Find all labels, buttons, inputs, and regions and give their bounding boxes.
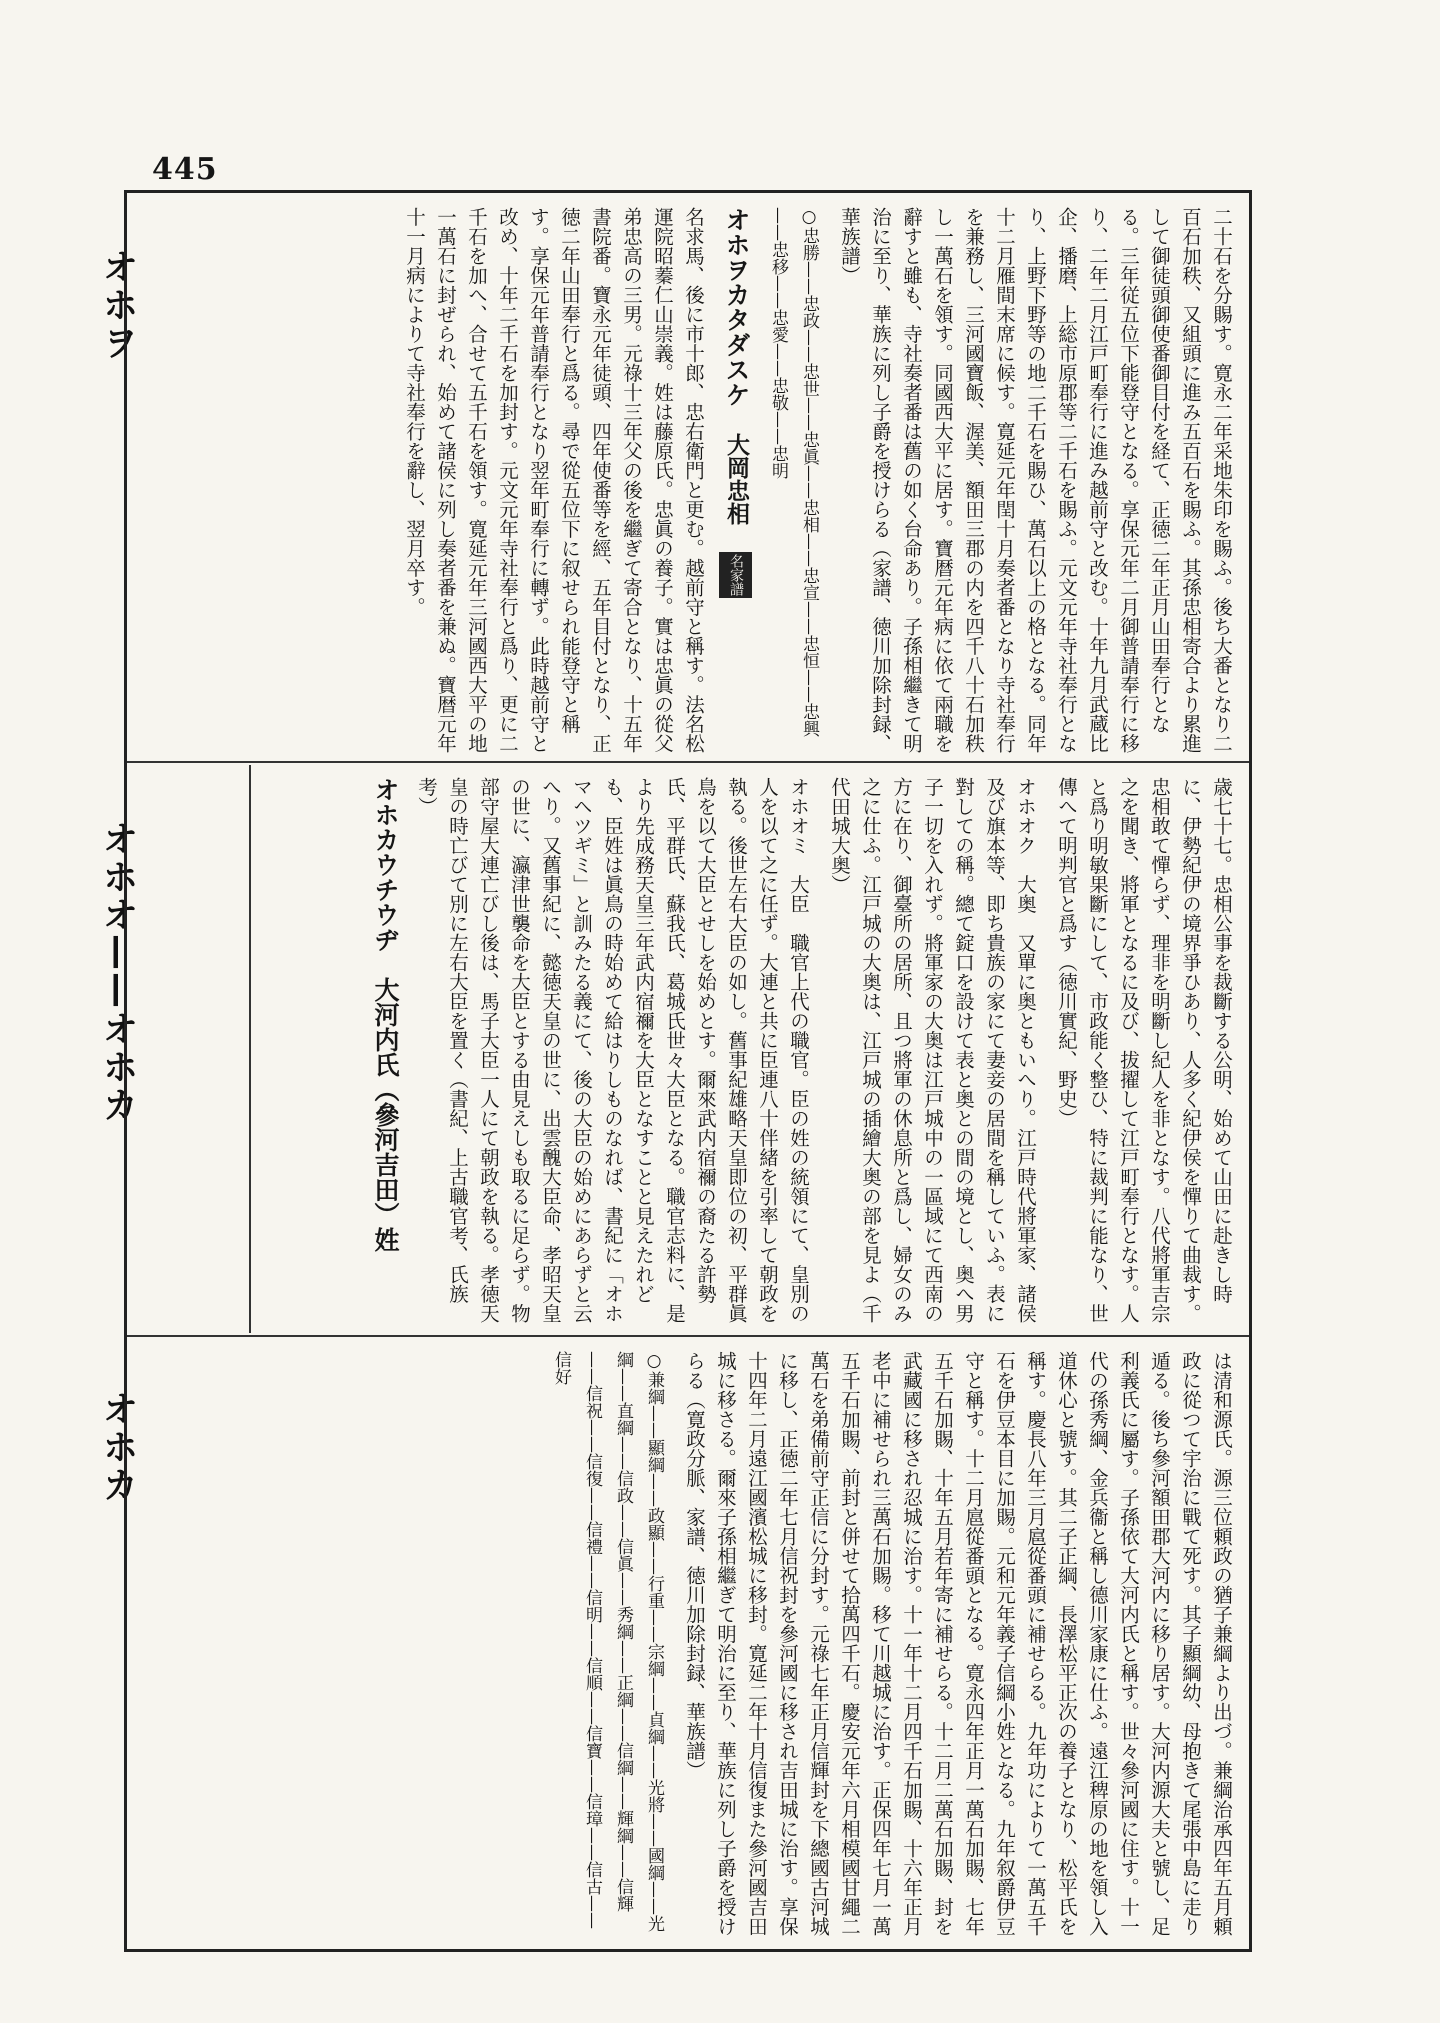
margin-label-ohoka: オホカ [97, 1390, 138, 1504]
section-oka-tadasuke [141, 207, 1237, 753]
top-paragraph-3: 名求馬、後に市十郎、忠右衛門と更む。越前守と稱す。法名松運院昭蓁仁山崇義。姓は藤原氏。忠眞の養子。實は忠眞の從父弟忠高の三男。元祿十三年父の後を繼ぎて寄合となり、十五年書院番。寶永元年徒頭、四年使番等を經、五年目付となり、正徳二年山田奉行と爲る。尋で從五位下に叙せられ能登守と稱す。享保元年普請奉行となり翌年町奉行に轉ず。此時越前守と改め、十年二千石を加封す。元文元年寺社奉行と爲り、更に二千石を加へ、合せて五千石を領す。寛延元年三河國西大平の地一萬石に封ぜられ、始めて諸侯に列し奏者番を兼ぬ。寶暦元年十一月病によりて寺社奉行を辭し、翌月卒す。 [403, 207, 705, 753]
entry-name-oka-tadasuke: 大岡忠相 [723, 432, 750, 525]
rule-top-section [127, 761, 1249, 763]
entry-ohokauchiuji: オホカウチウヂ 大河内氏（參河吉田）姓 [371, 777, 400, 1252]
entry-oka-tadasuke [719, 207, 752, 753]
entry-ohooku: オホオク 大奥 又單に奥ともいへり。江戸時代將軍家、諸侯及び旗本等、即ち貴族の家にて妻妾の居間を稱していふ。表に對しての稱。總て錠口を設けて表と奥との間の境とし、奥へ男子一切を入れず。將軍家の大奥は江戸城中の一區域にて西南の方に在り、御臺所の居所、且つ將軍の休息所と爲し、婦女のみ之に仕ふ。江戸城の大奥は、江戸城の插繪大奥の部を見よ（千代田城大奥） [828, 777, 1037, 1323]
middle-paragraph-1: 歳七十七。忠相公事を裁斷する公明、始めて山田に赴きし時に、伊勢紀伊の境界爭ひあり、人多く紀伊侯を憚りて曲裁す。忠相敢て憚らず、理非を明斷し紀人を非となす。八代將軍吉宗之を聞き、將軍となるに及び、拔擢して江戸町奉行となす。人と爲り明敏果斷にして、市政能く整ひ、特に裁判に能なり、世傳へて明判官と爲す（徳川實紀、野史） [1055, 777, 1233, 1323]
tag-meika: 名家譜 [719, 552, 752, 598]
page-frame [124, 190, 1252, 1952]
genealogy-ooka: ○忠勝——忠政——忠世——忠眞——忠相——忠宣——忠恒——忠興——忠移——忠愛——忠敬——忠明 [768, 207, 819, 737]
margin-label-ohowo: オホヲ [97, 248, 138, 362]
top-paragraph-1: 二十石を分賜す。寛永二年采地朱印を賜ふ。後ち大番となり二百石加秩、又組頭に進み五百石を賜ふ。其孫忠相寄合より累進して御徒頭御使番御目付を経て、正徳二年正月山田奉行となる。三年従五位下能登守となる。享保元年二月御普請奉行に移り、二年二月江戸町奉行に進み越前守と改む。十年九月武蔵比企、播磨、上総市原郡等二千石を賜ふ。元文元年寺社奉行となり、上野下野等の地二千石を賜ひ、萬石以上の格となる。同年十二月雁間末席に候す。寛延元年閏十月奏者番となり寺社奉行を兼務し、三河國寶飯、渥美、額田三郡の内を四千八十石加秩し一萬石を領す。同國西大平に居す。寶暦元年病に依て兩職を辭すと雖も、寺社奏者番は舊の如く台命あり。子孫相繼きて明治に至り、華族に列し子爵を授けらる（家譜、徳川加除封録、華族譜） [838, 207, 1233, 753]
genealogy-okochi: ○兼綱——顯綱——政顯——行重——宗綱——貞綱——光將——國綱——光綱——直綱——信政——信眞——秀綱——正綱——信綱——輝綱——信輝——信祝——信復——信禮——信明——信順——信寶——信璋——信古——信好 [551, 1351, 664, 1932]
bottom-paragraph-1: は清和源氏。源三位頼政の猶子兼綱より出づ。兼綱治承四年五月頼政に從つて宇治に戰て死す。其子顯綱幼、母抱きて尾張中島に走り遁る。後ち參河額田郡大河内に移り居す。大河内源大夫と號し、足利義氏に屬す。子孫依て大河内氏と稱す。世々參河國に住す。十一代の孫秀綱、金兵衞と稱し德川家康に仕ふ。遠江稗原の地を領し入道休心と號す。其二子正綱、長澤松平正次の養子となり、松平氏を稱す。慶長八年三月扈從番頭に補せらる。九年功によりて一萬五千石を伊豆本目に加賜。元和元年義子信綱小姓となる。九年叙爵伊豆守と稱す。十二月扈從番頭となる。寛永四年正月一萬石加賜、七年五千石加賜、十年五月若年寄に補せらる。十二月二萬石加賜、封を武藏國に移され忍城に治す。十一年十二月四千石加賜、十六年正月老中に補せられ三萬石加賜。移て川越城に治す。正保四年七月一萬五千石加賜、前封と併せて拾萬四千石。慶安元年六月相模國甘繩二萬石を弟備前守正信に分封す。元祿七年正月信輝封を下總國古河城に移し、正徳二年七月信祝封を參河國に移され吉田城に治す。享保十四年二月遠江國濱松城に移封。寛延二年十月信復また參河國吉田城に移さる。爾來子孫相繼ぎて明治に至り、華族に列し子爵を授けらる（寛政分脈、家譜、徳川加除封録、華族譜） [683, 1351, 1233, 1936]
rule-middle-section [127, 1335, 1249, 1337]
section-ohooku-ohoomi [141, 777, 1237, 1327]
margin-label-ohoo-ohoka: オホオ——オホカ [97, 820, 138, 1124]
page-number: 445 [152, 152, 218, 187]
entry-title-oka-tadasuke: オホヲカタダスケ [722, 207, 751, 407]
section-ohokauchi-lineage [141, 1351, 1237, 1941]
entry-ohoomi: オホオミ 大臣 職官上代の職官。臣の姓の統領にて、皇別の人を以て之に任ず。大連と共に臣連八十伴緒を引率して朝政を執る。後世左右大臣の如し。舊事紀雄略天皇即位の初、平群眞鳥を以て大臣とせしを始めとす。爾來武内宿禰の裔たる許勢氏、平群氏、蘇我氏、葛城氏世々大臣となる。職官志料に、是より先成務天皇三年武内宿禰を大臣となすことと見えたれども、臣姓は眞鳥の時始めて給はりしものなれば、書紀に「オホマヘツギミ」と訓みたる義にて、後の大臣の始めにあらずと云へり。又舊事紀に、懿徳天皇の世に、出雲醜大臣命、孝昭天皇の世に、瀛津世襲命を大臣とする由見えしも取るに足らず。物部守屋大連亡びし後は、馬子大臣一人にて朝政を執る。孝徳天皇の時亡びて別に左右大臣を置く（書紀、上古職官考、氏族考） [415, 777, 810, 1323]
